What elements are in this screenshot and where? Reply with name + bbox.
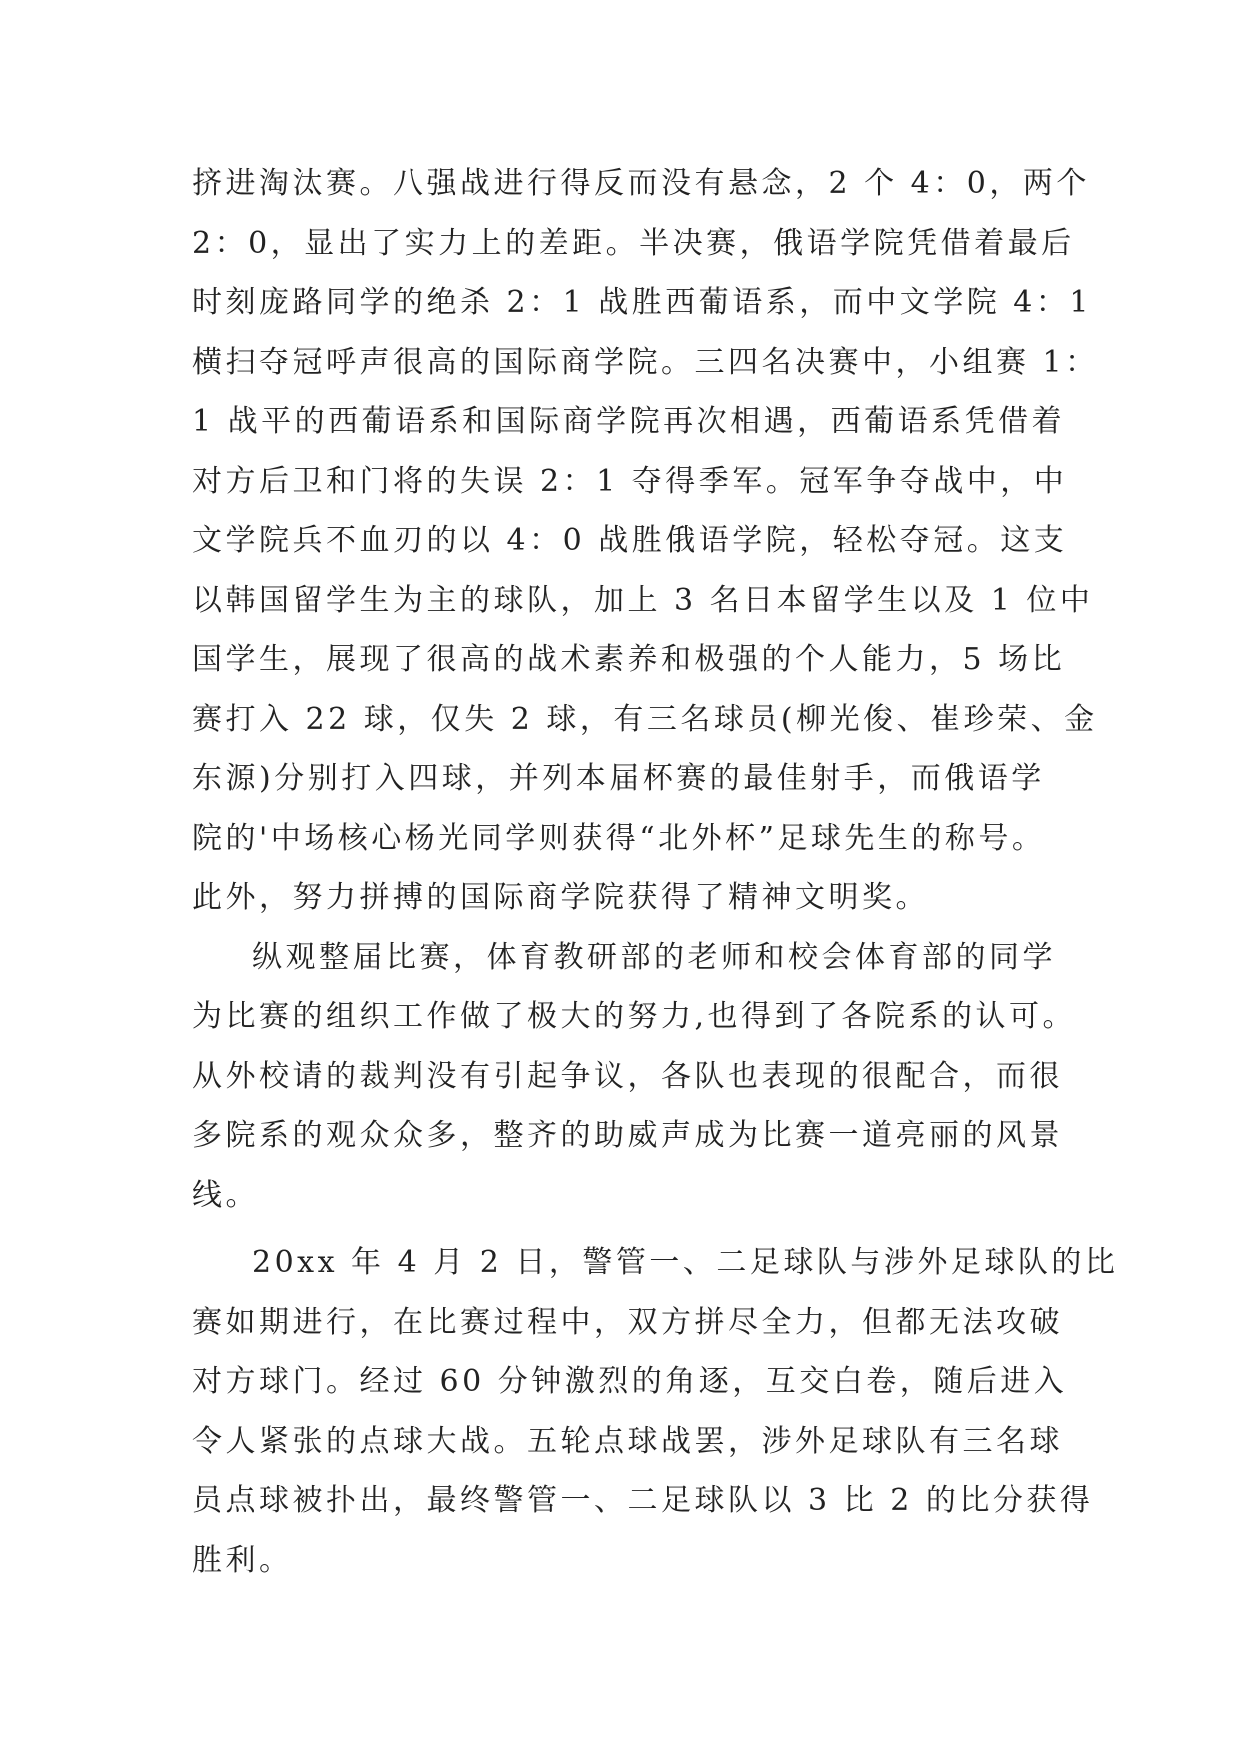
text-line: 对方后卫和门将的失误 2：1 夺得季军。冠军争夺战中，中 — [192, 463, 1068, 499]
text-line: 1 战平的西葡语系和国际商学院再次相遇，西葡语系凭借着 — [192, 404, 1066, 439]
paragraph-organization-review — [192, 928, 1077, 1226]
document-body — [192, 154, 1119, 1590]
text-line: 胜利。 — [192, 1542, 293, 1578]
text-line: 多院系的观众众多，整齐的助威声成为比赛一道亮丽的风景 — [192, 1118, 1063, 1153]
text-line: 此外，努力拼搏的国际商学院获得了精神文明奖。 — [192, 880, 929, 915]
text-line: 东源)分别打入四球，并列本届杯赛的最佳射手，而俄语学 — [192, 761, 1045, 796]
text-line: 令人紧张的点球大战。五轮点球战罢，涉外足球队有三名球 — [192, 1423, 1063, 1459]
text-line: 挤进淘汰赛。八强战进行得反而没有悬念，2 个 4：0，两个 — [192, 166, 1090, 201]
text-line: 横扫夺冠呼声很高的国际商学院。三四名决赛中，小组赛 1： — [192, 344, 1099, 380]
text-line: 线。 — [192, 1177, 259, 1213]
paragraph-match-report — [192, 1233, 1119, 1590]
text-line: 文学院兵不血刃的以 4：0 战胜俄语学院，轻松夺冠。这支 — [192, 523, 1068, 558]
text-line: 时刻庞路同学的绝杀 2：1 战胜西葡语系，而中文学院 4：1 — [192, 285, 1092, 320]
text-line: 赛如期进行，在比赛过程中，双方拼尽全力，但都无法攻破 — [192, 1304, 1063, 1340]
text-line: 对方球门。经过 60 分钟激烈的角逐，互交白卷，随后进入 — [192, 1364, 1068, 1399]
text-line: 院的'中场核心杨光同学则获得“北外杯”足球先生的称号。 — [192, 820, 1046, 856]
text-line: 2：0，显出了实力上的差距。半决赛，俄语学院凭借着最后 — [192, 225, 1075, 261]
text-line: 为比赛的组织工作做了极大的努力,也得到了各院系的认可。 — [192, 999, 1077, 1034]
text-line: 赛打入 22 球，仅失 2 球，有三名球员(柳光俊、崔珍荣、金 — [192, 701, 1098, 737]
text-line-indented: 纵观整届比赛，体育教研部的老师和校会体育部的同学 — [252, 939, 1056, 975]
text-line: 从外校请的裁判没有引起争议，各队也表现的很配合，而很 — [192, 1058, 1063, 1094]
text-line-indented: 20xx 年 4 月 2 日，警管一、二足球队与涉外足球队的比 — [252, 1245, 1119, 1280]
text-line: 国学生，展现了很高的战术素养和极强的个人能力，5 场比 — [192, 642, 1066, 677]
text-line: 员点球被扑出，最终警管一、二足球队以 3 比 2 的比分获得 — [192, 1483, 1094, 1518]
paragraph-gap — [192, 1225, 1052, 1233]
text-line: 以韩国留学生为主的球队，加上 3 名日本留学生以及 1 位中 — [192, 582, 1094, 618]
paragraph-tournament-results — [192, 154, 1099, 928]
